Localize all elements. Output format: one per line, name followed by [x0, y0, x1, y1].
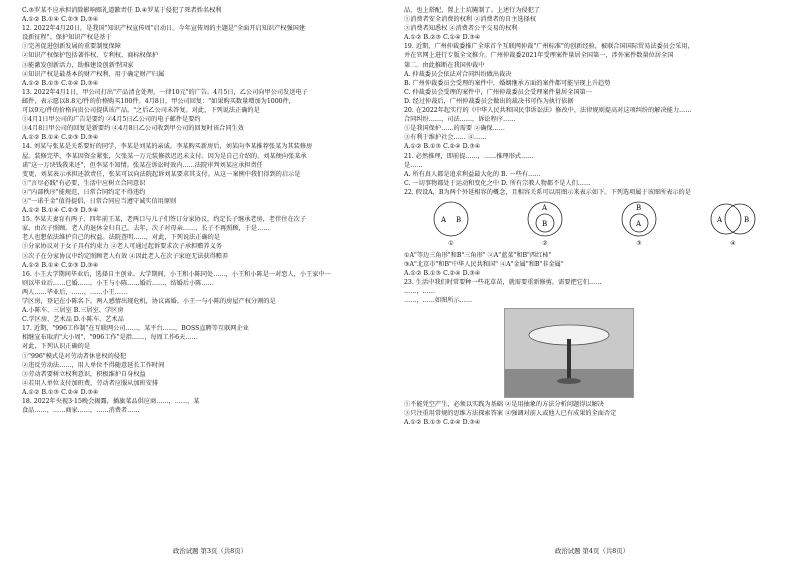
- text-line: A.①② B.①④ C.②③ D.③④: [22, 261, 99, 269]
- right-bottom-text: [404, 400, 780, 427]
- text-line: ③劳动者要树立权利意识，积极维护自身权益: [22, 370, 146, 378]
- text-line: A.①② B.①③ C.②④ D.③④: [22, 388, 99, 396]
- text-line: 对此，下列认识正确的是: [22, 343, 91, 351]
- text-line: 21. 必然推理，即前提……，……推理形式……: [404, 152, 534, 160]
- text-line: A. 所有真人都是追求利益最大化的 B. 一些有……: [404, 170, 541, 178]
- text-line: 两人……毕业后，……，……小王……: [22, 288, 128, 296]
- right-page: [404, 6, 780, 554]
- text-line: ②知识产权保护包括著作权、专利权、商标权保护: [22, 52, 159, 60]
- text-line: 并在官网上进行专版全文推介。广州仲裁委2021年受理案件量居全国第一，涉外案件数量位居全国: [404, 52, 674, 60]
- text-line: ③次子在分家协议中约定照顾老人有效 ④因此老人在次子家庭无法获得赡养: [22, 252, 229, 260]
- text-line: 老人也想依法维护自己的权益。法院查明……，对此，下列说法正确的是: [22, 234, 220, 242]
- text-line: 13. 2022年4月1日，甲公司打出"产品清仓处理，一律10元"的广告。4月5日，乙公司向甲公司发送电子: [22, 88, 308, 96]
- text-line: ③"一诺千金"值得提倡，日常合同应当遵守诚实信用原则: [22, 197, 177, 205]
- left-footer: 政治试题 第3页（共8页）: [172, 547, 248, 555]
- text-line: 则以毕业后……已婚……。小王与小陈……婚后……，结婚后小陈……: [22, 279, 214, 287]
- text-line: A.①② B.①③ C.②④ D.③④: [22, 79, 99, 87]
- left-page: [22, 6, 398, 554]
- text-line: 相继宣布取消"大小周"，"996工作"是指……，每周工作6天……: [22, 334, 198, 342]
- text-line: C. 仲裁委员会受理的案件中，广州仲裁委员会受理案件量居全国第一: [404, 88, 592, 96]
- text-line: ①4月1日甲公司的广告是要约 ②4月5日乙公司的电子邮件是要约: [22, 116, 201, 124]
- text-line: C.学区房、艺术品 D.小陈车、艺术品: [22, 316, 124, 324]
- text-line: 家，由次子照顾。老人的退休金归自己。去年，次子对母亲……，长子不再照顾，于是……: [22, 225, 270, 233]
- svg-text:B: B: [744, 215, 750, 224]
- text-line: ②"内部秩序"能规范，日常合同约定不得违约: [22, 188, 146, 196]
- text-line: 12. 2022年4月20日，是我国"知识产权宣传周"启动日。今年宣传周的主题是"全面开启知识产权强国建: [22, 25, 306, 33]
- svg-text:A: A: [542, 203, 548, 212]
- text-line: 22. 假设A，B为两个外延相容的概念，且相容关系可以用图示来表示如下。下列选项属于该图所表示的是: [404, 188, 691, 196]
- text-line: 可以9元/件的价格向贵公司提供该产品。"之后乙公司未答复。对此，下列说法正确的是: [22, 107, 260, 115]
- svg-text:A: A: [441, 215, 447, 224]
- text-line: 16. 小王大学期间毕业后，选择自主创业。大学期间，小王和小陈同处……，小王和小陈是一对恋人，小王家中一: [22, 270, 331, 278]
- text-line: ①消费者安全消费的权利 ②消费者的自主选择权: [404, 16, 536, 24]
- diagram-1: A B ①: [421, 199, 481, 249]
- text-line: ①是我国保护……的需要 ②确保……: [404, 125, 505, 133]
- text-line: C.③罗某不应承担消除影响赔礼道歉责任 D.④罗某于侵犯了死者姓名权利: [22, 7, 222, 14]
- text-line: 第二。由此推断在我国仲裁中: [404, 61, 485, 69]
- text-line: C. 一切事物都处于运动和变化之中 D. 所有宗教人物都不是人们……: [404, 179, 591, 187]
- text-line: ③消费者知悉权 ④消费者公平交易的权利: [404, 25, 518, 33]
- text-line: 20. 在2022年起实行的《中华人民共和国民事诉讼法》修改中，法律规则提高对这项纠纷的解决能力……: [404, 107, 692, 115]
- text-line: A.①② B.①④ C.②③ D.③④: [22, 134, 99, 142]
- text-line: A.小陈车、三居室 B.三居室、学区房: [22, 307, 124, 315]
- text-line: 邮件，表示愿以8.8元/件的价格购买100件。4月8日，甲公司回复："如果购买数量增加为1000件，: [22, 97, 295, 105]
- text-line: ①A"等边三角形"和B"三角形" ②A"蓝菜"和B"西红柿": [404, 251, 552, 259]
- text-line: ③4月8日甲公司的回复是新要约 ④4月8日乙公司收到甲公司的回复时该合同生效: [22, 125, 244, 133]
- text-line: 食品……，……商家……，……消费者……: [22, 407, 140, 415]
- svg-text:A: A: [717, 215, 723, 224]
- text-line: 学区房，登记在小陈名下。两人感情出现危机，协议离婚。小王一与小陈的房屋产权分割的是: [22, 298, 276, 305]
- text-line: ④若用人单位支付加班费，劳动者应服从加班安排: [22, 379, 159, 387]
- text-line: A.①② B.②③ C.①④ D.③④: [404, 34, 481, 42]
- photo-tree-figure: [504, 308, 634, 398]
- text-line: 是……: [404, 161, 423, 169]
- text-line: B. 广州仲裁委员会受理的案件中，婚姻继承方面的案件都可能呈现上升趋势: [404, 79, 611, 87]
- right-mid-text: [404, 251, 780, 306]
- diagram-3: B A ③: [609, 199, 669, 249]
- text-line: ①不能凭空产生，必须以实践为基础 ②是用抽象的方法分析问题得以解决: [404, 400, 604, 408]
- text-line: 18. 2022年央视3·15晚会揭露，插旗菜品供应商……，……，某: [22, 398, 200, 406]
- svg-text:B: B: [636, 203, 642, 212]
- text-line: ③有利于维护社会…… ④……: [404, 134, 487, 142]
- text-line: 23. 生活中我们时常要种一些花草苗，就需要重新修剪，需要把它们……: [404, 279, 602, 287]
- text-line: 合同纠纷……，司法……，诉讼程序……: [404, 116, 516, 124]
- text-line: 17. 近期，"996工作制"在互联网公司……，某平台……，BOSS直聘等互联网企业: [22, 325, 249, 333]
- text-line: 品，也上搭配，置上土坑腌制了。上述行为侵犯了: [404, 7, 541, 14]
- text-line: ④知识产权是最基本的财产权利，用于确定财产归属: [22, 70, 165, 78]
- text-line: ……，……如图所示……: [404, 297, 473, 305]
- text-line: 14. 刘某与张某是关系要好的同学，李某是刘某的亲戚。李某购买新房后，刘某向李某推荐张某为其装修房: [22, 143, 313, 151]
- text-line: 屋。装修完毕，李某因资金紧张，欠张某一万元装修款迟迟未支付。因为是自己介绍的，刘某便向张某承: [22, 152, 307, 160]
- text-line: 15. 李某夫妻育有两子，四年前王某，老两口与儿子们签订分家协议，约定长子继承老房，老伴住在次子: [22, 216, 307, 224]
- text-line: D. 经过仲裁后，广州仲裁委员会做出的裁决书可作为执行依据: [404, 97, 574, 105]
- text-line: A.①② B.①③ C.②④ D.③④: [404, 143, 481, 151]
- svg-text:A: A: [636, 219, 642, 228]
- text-line: ①分家协议对于女子具有约束力 ②老人可通过起诉要求次子承担赡养义务: [22, 243, 222, 251]
- right-top-text: [404, 6, 780, 197]
- concept-diagrams: [404, 199, 780, 249]
- text-line: 设新征程"。保护知识产权是基于: [22, 34, 112, 42]
- svg-text:B: B: [456, 215, 462, 224]
- svg-text:B: B: [542, 219, 548, 228]
- text-line: A.①② B.①③ C.②④ D.③④: [404, 270, 481, 278]
- text-line: 诺"这一万块钱我来还"，但李某不知情。张某在诉讼时效内……法院审判刘某应承担责任: [22, 161, 263, 169]
- text-line: 19. 近期，广州仲裁委推广全球首个互联网仲裁"广州标准"的创新经验，被联合国国际贸易法委员会采用，: [404, 43, 694, 51]
- text-line: ①"996"模式是对劳动者休息权的侵犯: [22, 352, 127, 360]
- text-line: A.①② B.①③ C.②④ D.③④: [404, 418, 481, 426]
- text-line: A. 仲裁委员会依法对合同纠纷做出裁决: [404, 70, 512, 78]
- right-footer: 政治试题 第4页（共8页）: [554, 547, 630, 555]
- text-line: ③只注重用常规的思维方法探索答案 ④强调对前人或他人已有成果的全面否定: [404, 409, 617, 417]
- text-line: ……，……: [404, 288, 435, 296]
- text-line: A.①② B.①④ C.②③ D.③④: [22, 207, 99, 215]
- text-line: ①完善促进创新发展的重要制度保障: [22, 43, 121, 51]
- text-line: ③A"北京市"和B"中华人民共和国" ④A"金属"和B"非金属": [404, 261, 564, 269]
- text-line: 变更，刘某表示承担还款责任，张某可以向法院起诉刘某要求其支付。从这一案例中我们得到的启示是: [22, 170, 301, 178]
- text-line: ③能激发创新活力，助推建设创新型国家: [22, 61, 134, 69]
- text-line: A.①② B.①④ C.②③ D.③④: [22, 16, 99, 24]
- diagram-4: A B ④: [703, 199, 763, 249]
- text-line: ①"言尽必践"有必要，生活中应树立合同意识: [22, 179, 146, 187]
- text-line: ②违反劳动法……，用人单位不得随意延长工作时间: [22, 361, 165, 369]
- diagram-2: A B ②: [515, 199, 575, 249]
